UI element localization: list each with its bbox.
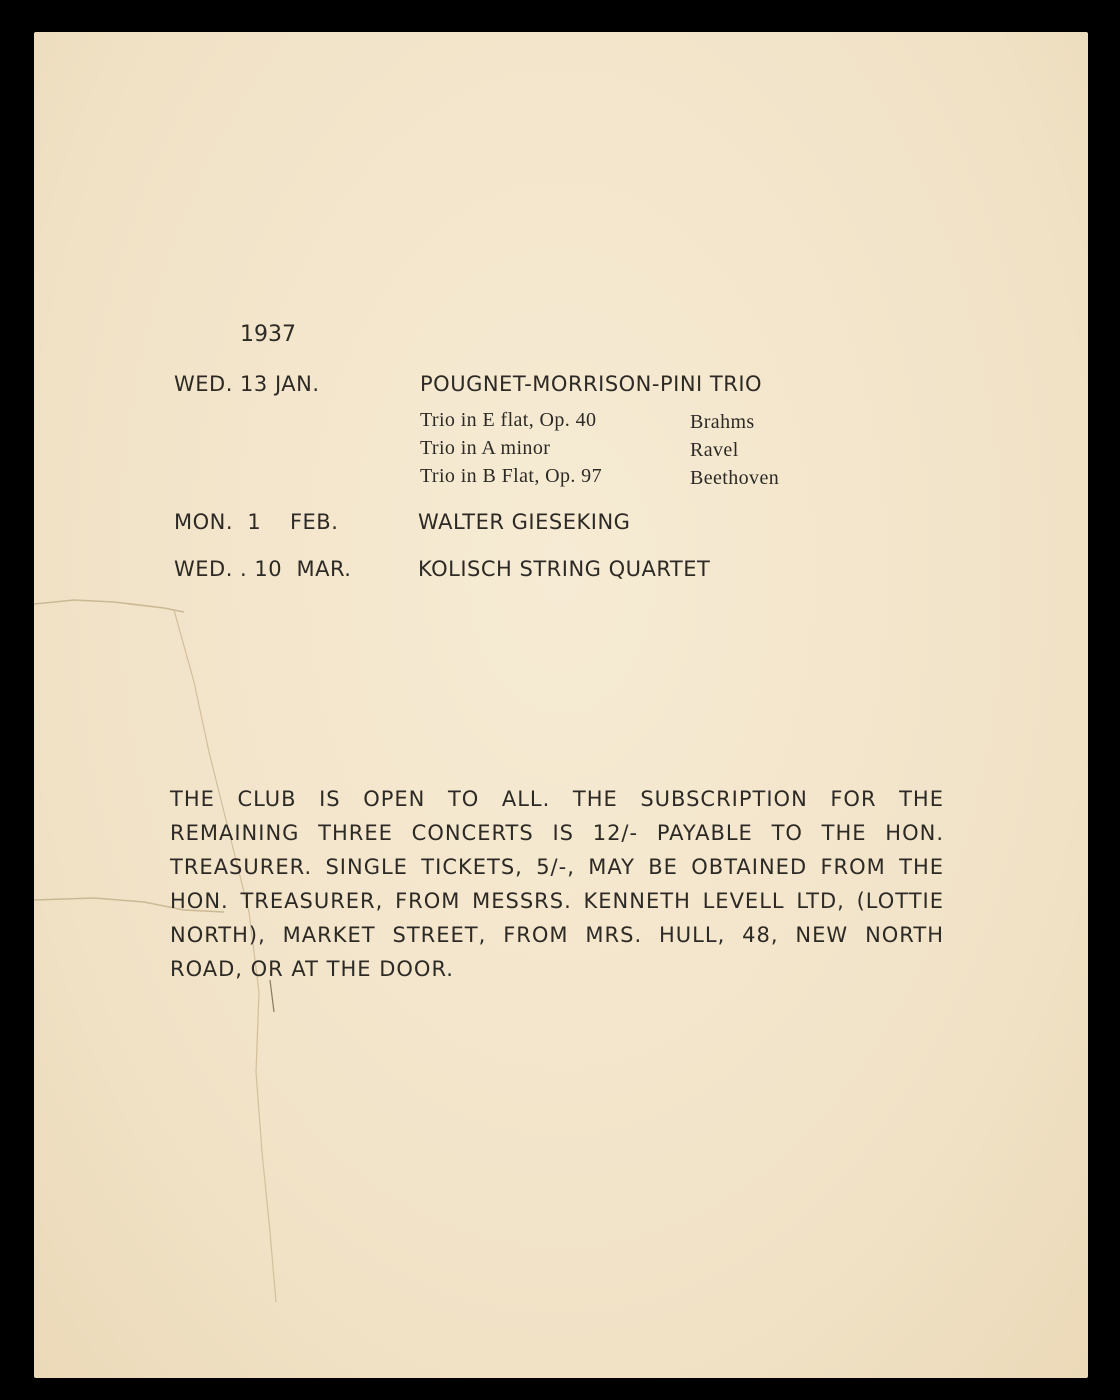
work-composer: Ravel xyxy=(690,439,739,461)
work-title: Trio in E flat, Op. 40 xyxy=(420,409,597,431)
subscription-notice: THE CLUB IS OPEN TO ALL. THE SUBSCRIPTION FOR THE REMAINING THREE CONCERTS IS 12/- PAYABLE TO THE HON. TREASURER. SINGLE TICKETS, 5/-, MAY BE OBTAINED FROM THE HON. TREASURER, FROM MESSRS. KENNETH LEVELL LTD, (LOTTIE NORTH), MARKET STREET, FROM MRS. HULL, 48, NEW NORTH ROAD, OR AT THE DOOR. xyxy=(170,787,944,981)
concert-date: WED. . 10 MAR. xyxy=(174,557,352,581)
program-card xyxy=(34,32,1088,1378)
concert-performer: POUGNET-MORRISON-PINI TRIO xyxy=(420,372,763,396)
concert-date: WED. 13 JAN. xyxy=(174,372,320,396)
work-title: Trio in B Flat, Op. 97 xyxy=(420,465,602,487)
concert-performer: KOLISCH STRING QUARTET xyxy=(418,557,711,581)
paper-crease xyxy=(34,32,1088,1378)
work-title: Trio in A minor xyxy=(420,437,551,459)
work-composer: Brahms xyxy=(690,411,755,433)
work-composer: Beethoven xyxy=(690,467,780,489)
concert-date: MON. 1 FEB. xyxy=(174,510,339,534)
season-year: 1937 xyxy=(240,322,296,347)
concert-performer: WALTER GIESEKING xyxy=(418,510,631,534)
